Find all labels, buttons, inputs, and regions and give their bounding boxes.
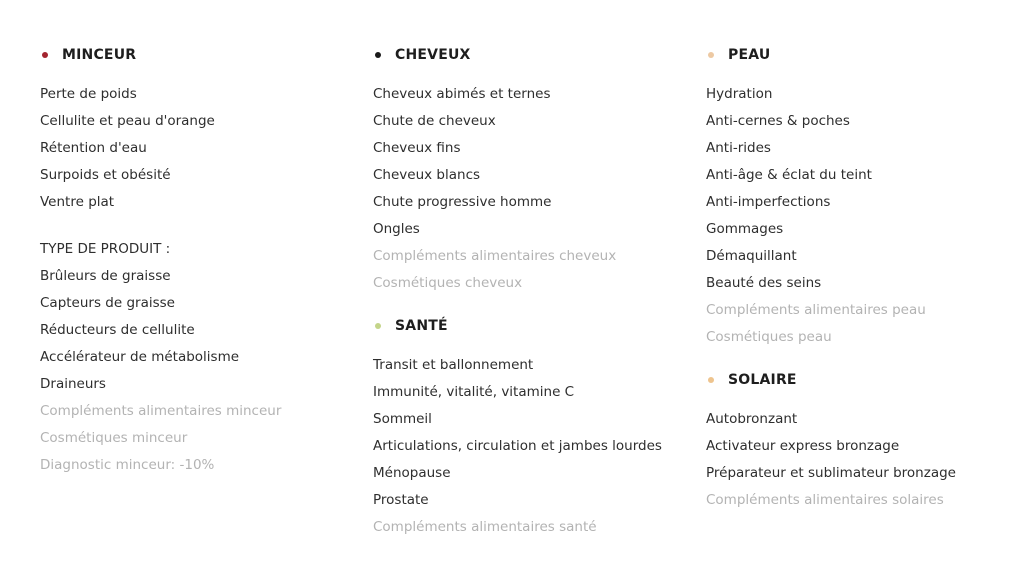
menu-link[interactable]: Ventre plat xyxy=(40,194,115,210)
category-title: SANTÉ xyxy=(395,318,448,334)
menu-link[interactable]: Sommeil xyxy=(373,411,432,427)
sante-dot-icon xyxy=(375,323,381,329)
category-peau[interactable] xyxy=(706,44,1016,66)
menu-link[interactable]: Beauté des seins xyxy=(706,275,822,291)
menu-link[interactable]: Cheveux fins xyxy=(373,140,461,156)
cheveux-dot-icon xyxy=(375,52,381,58)
menu-link-secondary[interactable]: Cosmétiques minceur xyxy=(40,430,188,446)
menu-link[interactable]: Hydration xyxy=(706,86,773,102)
category-sante[interactable] xyxy=(373,315,683,337)
menu-link[interactable]: Draineurs xyxy=(40,376,106,392)
menu-link[interactable]: Anti-âge & éclat du teint xyxy=(706,167,872,183)
menu-link[interactable]: Brûleurs de graisse xyxy=(40,268,171,284)
column-minceur xyxy=(40,44,350,479)
sante-list xyxy=(373,352,683,541)
menu-link[interactable]: Démaquillant xyxy=(706,248,797,264)
menu-link-secondary[interactable]: Cosmétiques peau xyxy=(706,329,832,345)
menu-link[interactable]: Cheveux abimés et ternes xyxy=(373,86,551,102)
solaire-dot-icon xyxy=(708,377,714,383)
menu-link[interactable]: Perte de poids xyxy=(40,86,137,102)
category-cheveux[interactable] xyxy=(373,44,683,66)
product-type-list xyxy=(40,263,350,479)
menu-link-secondary[interactable]: Compléments alimentaires minceur xyxy=(40,403,282,419)
menu-link-secondary[interactable]: Compléments alimentaires cheveux xyxy=(373,248,617,264)
menu-link[interactable]: Cheveux blancs xyxy=(373,167,481,183)
menu-link[interactable]: Accélérateur de métabolisme xyxy=(40,349,240,365)
menu-link[interactable]: Chute de cheveux xyxy=(373,113,496,129)
menu-link[interactable]: Capteurs de graisse xyxy=(40,295,175,311)
menu-link-secondary[interactable]: Cosmétiques cheveux xyxy=(373,275,523,291)
menu-link[interactable]: Prostate xyxy=(373,492,429,508)
menu-link[interactable]: Chute progressive homme xyxy=(373,194,552,210)
product-type-label: TYPE DE PRODUIT : xyxy=(40,241,171,257)
category-solaire[interactable] xyxy=(706,369,1016,391)
menu-link[interactable]: Anti-imperfections xyxy=(706,194,831,210)
menu-link[interactable]: Cellulite et peau d'orange xyxy=(40,113,215,129)
section-spacer xyxy=(373,297,683,315)
menu-link[interactable]: Ongles xyxy=(373,221,420,237)
menu-link[interactable]: Ménopause xyxy=(373,465,451,481)
menu-link[interactable]: Rétention d'eau xyxy=(40,140,147,156)
cheveux-list xyxy=(373,81,683,297)
solaire-list xyxy=(706,406,1016,514)
menu-link[interactable]: Gommages xyxy=(706,221,784,237)
minceur-dot-icon xyxy=(42,52,48,58)
menu-link[interactable]: Surpoids et obésité xyxy=(40,167,171,183)
menu-link[interactable]: Autobronzant xyxy=(706,411,798,427)
category-title: PEAU xyxy=(728,47,771,63)
category-title: CHEVEUX xyxy=(395,47,471,63)
category-minceur[interactable] xyxy=(40,44,350,66)
category-title: SOLAIRE xyxy=(728,372,797,388)
menu-link[interactable]: Anti-cernes & poches xyxy=(706,113,850,129)
section-spacer xyxy=(706,351,1016,369)
menu-link[interactable]: Activateur express bronzage xyxy=(706,438,900,454)
column-peau-solaire xyxy=(706,44,1016,514)
menu-link[interactable]: Préparateur et sublimateur bronzage xyxy=(706,465,956,481)
menu-link-secondary[interactable]: Diagnostic minceur: -10% xyxy=(40,457,215,473)
menu-link[interactable]: Réducteurs de cellulite xyxy=(40,322,195,338)
column-cheveux-sante xyxy=(373,44,683,541)
menu-link[interactable]: Transit et ballonnement xyxy=(373,357,534,373)
menu-link[interactable]: Articulations, circulation et jambes lourdes xyxy=(373,438,662,454)
menu-link-secondary[interactable]: Compléments alimentaires solaires xyxy=(706,492,944,508)
peau-dot-icon xyxy=(708,52,714,58)
menu-link-secondary[interactable]: Compléments alimentaires peau xyxy=(706,302,926,318)
minceur-list xyxy=(40,81,350,216)
menu-link[interactable]: Immunité, vitalité, vitamine C xyxy=(373,384,575,400)
menu-link[interactable]: Anti-rides xyxy=(706,140,771,156)
peau-list xyxy=(706,81,1016,351)
category-title: MINCEUR xyxy=(62,47,137,63)
menu-link-secondary[interactable]: Compléments alimentaires santé xyxy=(373,519,597,535)
